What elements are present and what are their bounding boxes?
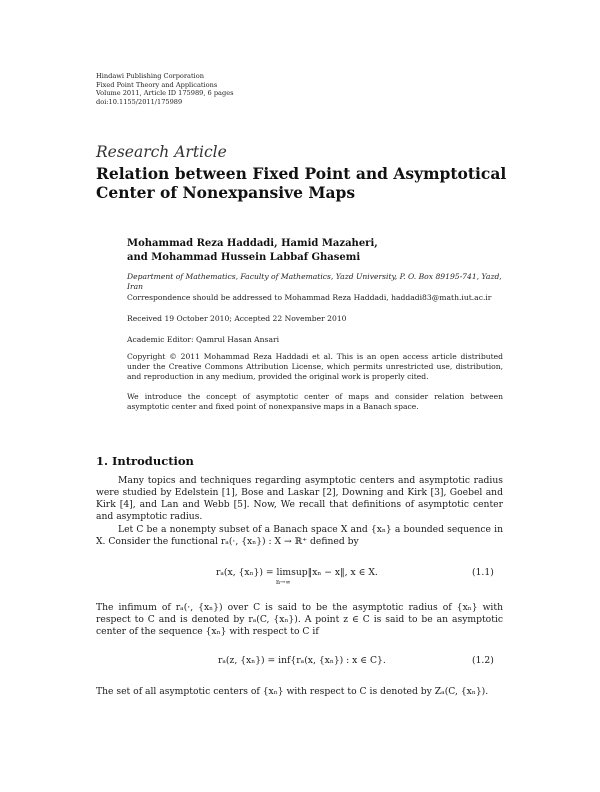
- section-heading: 1. Introduction: [96, 454, 194, 468]
- paragraph-2: [96, 524, 503, 548]
- authors-line-2: and Mohammad Hussein Labbaf Ghasemi: [127, 251, 361, 263]
- paragraph-2-text: Let C be a nonempty subset of a Banach space X and {xₙ} a bounded sequence in X. Consider the functional rₐ(·, {xₙ}) : X → ℝ⁺ defined by: [96, 524, 503, 548]
- journal-header: [96, 72, 233, 106]
- copyright-notice: Copyright © 2011 Mohammad Reza Haddadi et al. This is an open access article distributed under the Creative Commons Attribution License, which permits unrestricted use, distribution, and reproduction in any medium, provided the original work is properly cited.: [127, 352, 503, 382]
- correspondence: Correspondence should be addressed to Mohammad Reza Haddadi, haddadi83@math.iut.ac.ir: [127, 293, 492, 302]
- doi: doi:10.1155/2011/175989: [96, 97, 183, 106]
- article-type: Research Article: [96, 143, 227, 161]
- title-line-1: Relation between Fixed Point and Asymptotical: [96, 164, 507, 183]
- authors: [127, 237, 517, 264]
- equation-1-number: (1.1): [472, 567, 494, 578]
- authors-line-1: Mohammad Reza Haddadi, Hamid Mazaheri,: [127, 238, 378, 249]
- paragraph-3: The infimum of rₐ(·, {xₙ}) over C is said to be the asymptotic radius of {xₙ} with respect to C and is denoted by rₐ(C, {xₙ}). A point z ∈ C is said to be an asymptotic center of the sequence {xₙ} with respect to C if: [96, 602, 503, 638]
- volume-line: Volume 2011, Article ID 175989, 6 pages: [96, 89, 234, 98]
- equation-2: rₐ(z, {xₙ}) = inf{rₐ(x, {xₙ}) : x ∈ C}.: [218, 655, 386, 666]
- title-line-2: Center of Nonexpansive Maps: [96, 183, 356, 202]
- equation-2-number: (1.2): [472, 655, 494, 666]
- journal-name: Fixed Point Theory and Applications: [96, 80, 218, 89]
- academic-editor: Academic Editor: Qamrul Hasan Ansari: [127, 335, 280, 344]
- affiliation: Department of Mathematics, Faculty of Mathematics, Yazd University, P. O. Box 89195-741, Yazd, Iran: [127, 272, 502, 292]
- paragraph-4: The set of all asymptotic centers of {xₙ} with respect to C is denoted by Zₐ(C, {xₙ}).: [96, 686, 489, 697]
- dates: Received 19 October 2010; Accepted 22 November 2010: [127, 314, 347, 323]
- equation-1-limit: n→∞: [276, 579, 291, 586]
- article-title: [96, 164, 516, 202]
- publisher: Hindawi Publishing Corporation: [96, 72, 204, 80]
- paragraph-1-text: Many topics and techniques regarding asymptotic centers and asymptotic radius were studied by Edelstein [1], Bose and Laskar [2], Downing and Kirk [3], Goebel and Kirk [4], and Lan and Webb [5]. Now, We recall that definitions of asymptotic center and asymptotic radius.: [96, 475, 503, 523]
- equation-1: rₐ(x, {xₙ}) = limsup‖xₙ − x‖, x ∈ X.: [216, 567, 378, 578]
- paragraph-1: [96, 475, 503, 523]
- abstract: We introduce the concept of asymptotic center of maps and consider relation between asymptotic center and fixed point of nonexpansive maps in a Banach space.: [127, 392, 503, 412]
